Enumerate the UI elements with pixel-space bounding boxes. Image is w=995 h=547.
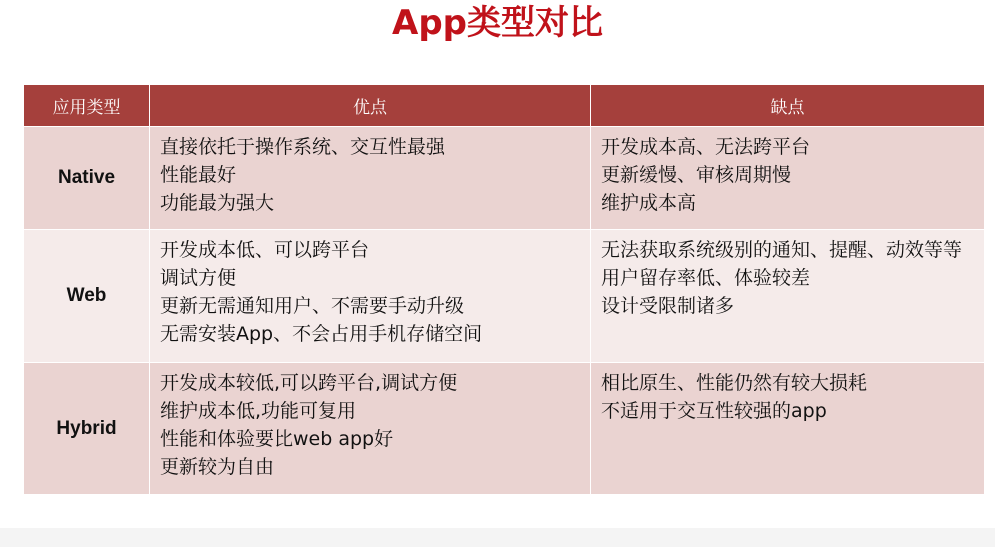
cons-line: 维护成本高 xyxy=(601,192,697,214)
pros-line: 直接依托于操作系统、交互性最强 xyxy=(160,136,446,158)
cons-line: 不适用于交互性较强的app xyxy=(601,400,827,422)
cons-line: 相比原生、性能仍然有较大损耗 xyxy=(601,372,868,394)
pros-line: 无需安装App、不会占用手机存储空间 xyxy=(160,323,483,345)
pros-cell xyxy=(150,363,591,495)
app-type-cell: Native xyxy=(24,127,150,230)
app-type-cell: Web xyxy=(24,230,150,363)
pros-line: 更新无需通知用户、不需要手动升级 xyxy=(160,295,465,317)
cons-line: 设计受限制诸多 xyxy=(601,295,735,317)
cons-line: 更新缓慢、审核周期慢 xyxy=(601,164,792,186)
cons-cell xyxy=(591,230,985,363)
table-row-hybrid xyxy=(24,363,985,495)
pros-line: 性能最好 xyxy=(160,164,237,186)
cons-cell xyxy=(591,127,985,230)
pros-line: 更新较为自由 xyxy=(160,456,275,478)
pros-cell xyxy=(150,230,591,363)
slide-title: App类型对比 xyxy=(392,3,603,43)
table-header-row xyxy=(24,85,985,127)
cons-line: 用户留存率低、体验较差 xyxy=(601,267,811,289)
header-pros: 优点 xyxy=(150,85,591,127)
header-app-type: 应用类型 xyxy=(24,85,150,127)
pros-cell xyxy=(150,127,591,230)
app-type-cell: Hybrid xyxy=(24,363,150,495)
pros-line: 维护成本低,功能可复用 xyxy=(160,400,357,422)
header-cons: 缺点 xyxy=(591,85,985,127)
cons-line: 开发成本高、无法跨平台 xyxy=(601,136,811,158)
pros-line: 性能和体验要比web app好 xyxy=(160,428,394,450)
pros-line: 开发成本较低,可以跨平台,调试方便 xyxy=(160,372,458,394)
comparison-table xyxy=(23,84,985,495)
cons-cell xyxy=(591,363,985,495)
pros-line: 开发成本低、可以跨平台 xyxy=(160,239,370,261)
pros-line: 功能最为强大 xyxy=(160,192,275,214)
pros-line: 调试方便 xyxy=(160,267,237,289)
bottom-bar xyxy=(0,528,995,547)
table-row-native xyxy=(24,127,985,230)
table-row-web xyxy=(24,230,985,363)
cons-line: 无法获取系统级别的通知、提醒、动效等等 xyxy=(601,239,963,261)
